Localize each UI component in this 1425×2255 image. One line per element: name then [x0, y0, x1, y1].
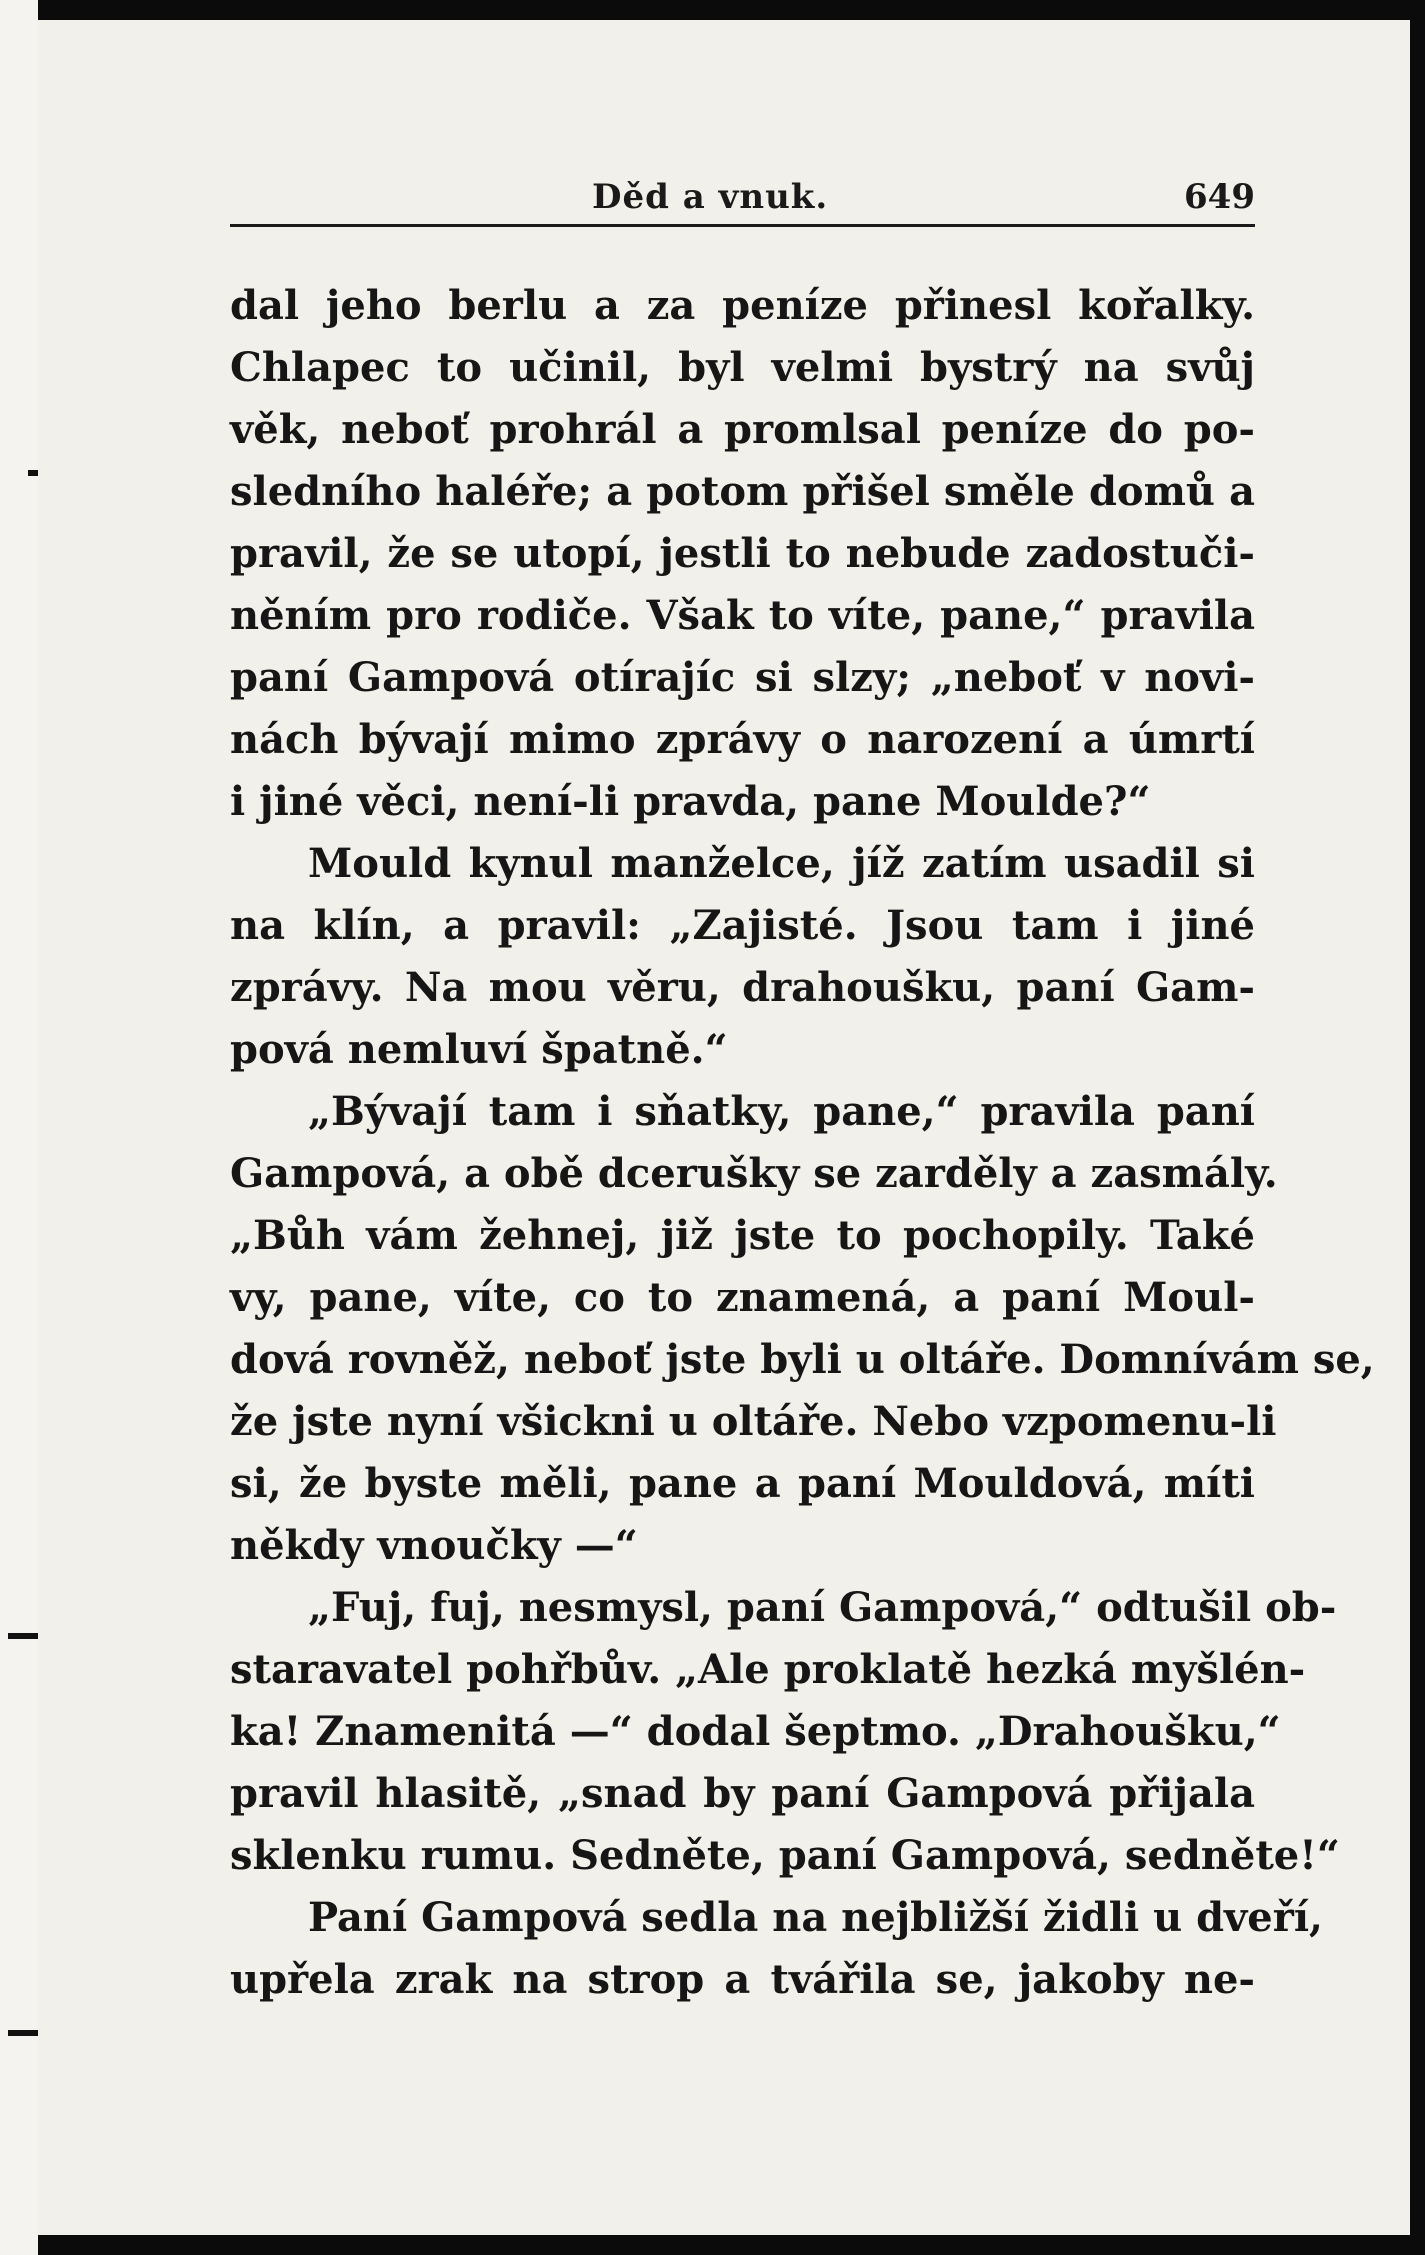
text-line: něním pro rodiče. Však to víte, pane,“ pravila — [230, 592, 1255, 639]
text-line: upřela zrak na strop a tvářila se, jakoby ne- — [230, 1956, 1255, 2003]
text-line: že jste nyní všickni u oltáře. Nebo vzpomenu-li — [230, 1398, 1277, 1445]
text-line: nách bývají mimo zprávy o narození a úmrtí — [230, 716, 1255, 763]
text-line: Chlapec to učinil, byl velmi bystrý na svůj — [230, 344, 1255, 391]
text-line: Paní Gampová sedla na nejbližší židli u dveří, — [308, 1894, 1323, 1941]
page-number: 649 — [1184, 177, 1255, 217]
book-page — [38, 20, 1410, 2235]
text-line: ka! Znamenitá —“ dodal šeptmo. „Drahoušku,“ — [230, 1708, 1281, 1755]
text-line: „Fuj, fuj, nesmysl, paní Gampová,“ odtušil ob- — [308, 1584, 1337, 1631]
text-line: sklenku rumu. Sedněte, paní Gampová, sedněte!“ — [230, 1832, 1340, 1879]
text-line: sledního haléře; a potom přišel směle domů a — [230, 468, 1255, 515]
text-line: zprávy. Na mou věru, drahoušku, paní Gam- — [230, 964, 1255, 1011]
text-line: „Bývají tam i sňatky, pane,“ pravila paní — [308, 1088, 1255, 1135]
text-line: pravil, že se utopí, jestli to nebude zadostuči- — [230, 530, 1255, 577]
text-line: staravatel pohřbův. „Ale proklatě hezká myšlén- — [230, 1646, 1306, 1693]
running-head — [230, 162, 1255, 218]
text-line: paní Gampová otírajíc si slzy; „neboť v novi- — [230, 654, 1255, 701]
page-content — [230, 162, 1375, 2011]
text-line: pravil hlasitě, „snad by paní Gampová přijala — [230, 1770, 1255, 1817]
text-line: na klín, a pravil: „Zajisté. Jsou tam i jiné — [230, 902, 1255, 949]
text-line: i jiné věci, není-li pravda, pane Moulde?“ — [230, 778, 1151, 825]
text-line: si, že byste měli, pane a paní Mouldová, míti — [230, 1460, 1255, 1507]
text-line: „Bůh vám žehnej, již jste to pochopily. Také — [230, 1212, 1255, 1259]
text-line: pová nemluví špatně.“ — [230, 1026, 728, 1073]
book-binding-edge — [0, 0, 38, 2255]
text-line: Gampová, a obě dcerušky se zarděly a zasmály. — [230, 1150, 1278, 1197]
text-line: Mould kynul manželce, jíž zatím usadil si — [308, 840, 1255, 887]
text-line: někdy vnoučky —“ — [230, 1522, 638, 1569]
text-line: dal jeho berlu a za peníze přinesl kořalky. — [230, 282, 1255, 329]
text-line: věk, neboť prohrál a promlsal peníze do po- — [230, 406, 1255, 453]
header-rule — [230, 224, 1255, 227]
text-line: vy, pane, víte, co to znamená, a paní Moul- — [230, 1274, 1255, 1321]
running-title: Děd a vnuk. — [592, 177, 829, 217]
body-text — [230, 275, 1375, 2011]
text-line: dová rovněž, neboť jste byli u oltáře. Domnívám se, — [230, 1336, 1375, 1383]
